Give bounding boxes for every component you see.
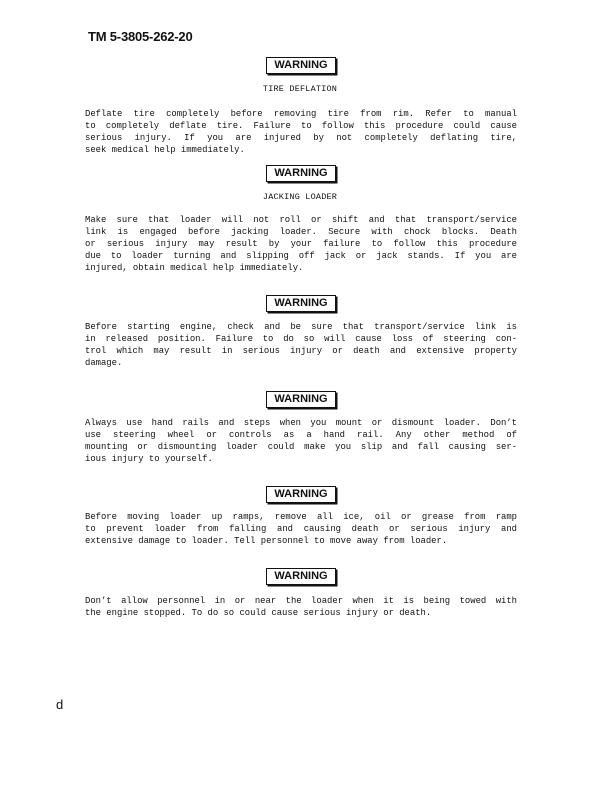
warning-label: WARNING — [266, 568, 336, 585]
warning-text-hand-rails — [85, 417, 517, 465]
text-line: ious injury to yourself. — [85, 454, 213, 464]
text-line: damage. — [85, 358, 123, 368]
text-line: mounting or dismounting loader could make you slip and fall causing ser- — [85, 442, 517, 452]
text-line: Don’t allow personnel in or near the loader when it is being towed with — [85, 596, 517, 606]
warning-text-towing — [85, 595, 517, 619]
text-line: due to loader turning and slipping off jack or jack stands. If you are — [85, 251, 517, 261]
text-line: trol which may result in serious injury or death and extensive property — [85, 346, 517, 356]
warning-subtitle-jacking-loader: JACKING LOADER — [262, 192, 338, 202]
text-line: extensive damage to loader. Tell personnel to move away from loader. — [85, 536, 448, 546]
warning-label: WARNING — [266, 57, 336, 74]
text-line: injured, obtain medical help immediately. — [85, 263, 304, 273]
text-line: Deflate tire completely before removing tire from rim. Refer to manual — [85, 109, 517, 119]
text-line: Make sure that loader will not roll or shift and that transport/service — [85, 215, 517, 225]
text-line: use steering wheel or controls as a hand rail. Any other method of — [85, 430, 517, 440]
text-line: link is engaged before jacking loader. Secure with chock blocks. Death — [85, 227, 517, 237]
warning-text-engine-start — [85, 321, 517, 369]
text-line: the engine stopped. To do so could cause serious injury or death. — [85, 608, 432, 618]
warning-label: WARNING — [266, 165, 336, 182]
text-line: Before starting engine, check and be sure that transport/service link is — [85, 322, 517, 332]
document-number: TM 5-3805-262-20 — [88, 29, 193, 44]
text-line: to completely deflate tire. Failure to follow this procedure could cause — [85, 121, 517, 131]
text-line: Before moving loader up ramps, remove all ice, oil or grease from ramp — [85, 512, 517, 522]
text-line: serious injury. If you are injured by not completely deflating tire, — [85, 133, 517, 143]
text-line: Always use hand rails and steps when you mount or dismount loader. Don’t — [85, 418, 517, 428]
warning-label: WARNING — [266, 486, 336, 503]
text-line: to prevent loader from falling and causing death or serious injury and — [85, 524, 517, 534]
text-line: seek medical help immediately. — [85, 145, 245, 155]
warning-label: WARNING — [266, 295, 336, 312]
page-marker: d — [56, 697, 64, 712]
warning-label: WARNING — [266, 391, 336, 408]
warning-subtitle-tire-deflation: TIRE DEFLATION — [262, 84, 338, 94]
text-line: or serious injury may result by your failure to follow this procedure — [85, 239, 517, 249]
warning-text-ramps — [85, 511, 517, 547]
warning-text-jacking-loader — [85, 214, 517, 274]
text-line: in released position. Failure to do so will cause loss of steering con- — [85, 334, 517, 344]
warning-text-tire-deflation — [85, 108, 517, 156]
